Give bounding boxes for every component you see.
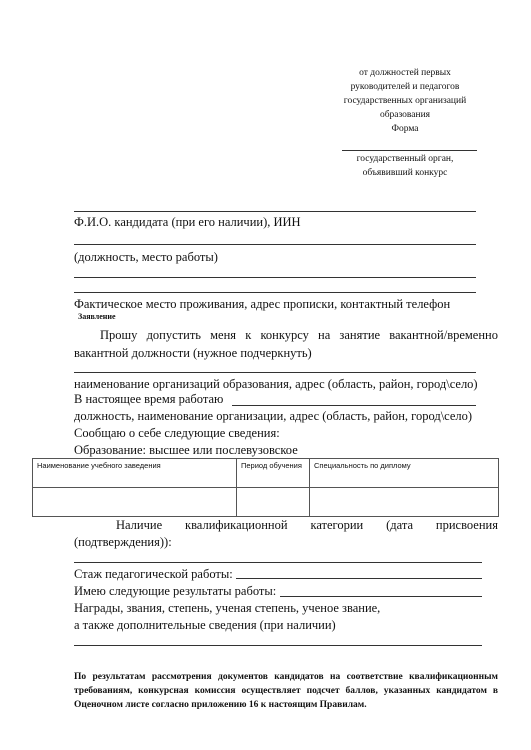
table-cell-specialty[interactable] — [310, 488, 499, 517]
current-work-input-line[interactable] — [232, 405, 476, 406]
position-input-line[interactable] — [74, 244, 476, 245]
info-intro: Сообщаю о себе следующие сведения: — [74, 426, 280, 440]
header-block — [330, 66, 480, 136]
table-row — [33, 488, 499, 517]
current-work-caption: должность, наименование организации, адрес (область, район, город\село) — [74, 409, 473, 423]
header-line-1: от должностей первых — [359, 68, 451, 78]
organization-input-line[interactable] — [74, 372, 476, 373]
footnote: По результатам рассмотрения документов кандидатов на соответствие квалификационным требованиям, конкурсная комиссия осуществляет подсчет баллов, указанных кандидатом в Оценочном листе согласно приложению 16 к настоящим Правилам. — [74, 672, 498, 710]
organization-caption: наименование организаций образования, адрес (область, район, город\село) — [74, 377, 478, 391]
table-header-period: Период обучения — [237, 459, 310, 488]
recipient-line-2: объявивший конкурс — [362, 168, 448, 178]
recipient-caption — [330, 152, 480, 180]
results-label: Имею следующие результаты работы: — [74, 584, 277, 598]
address-caption: Фактическое место проживания, адрес прописки, контактный телефон — [74, 297, 451, 311]
awards-label: Награды, звания, степень, ученая степень, ученое звание, — [74, 601, 381, 615]
experience-input-line[interactable] — [236, 578, 482, 579]
qualification-line-2: (подтверждения)): — [74, 535, 172, 549]
table-cell-institution[interactable] — [33, 488, 237, 517]
statement-paragraph-line-2: вакантной должности (нужное подчеркнуть) — [74, 346, 312, 360]
education-label: Образование: высшее или послевузовское — [74, 443, 298, 457]
current-work-label: В настоящее время работаю — [74, 392, 224, 406]
fio-input-line[interactable] — [74, 211, 476, 212]
qualification-line-1 — [116, 517, 498, 533]
form-label: Форма — [391, 124, 419, 134]
qualification-word-4: (дата — [386, 518, 414, 532]
table-header-row — [33, 459, 499, 488]
statement-paragraph-line-1: Прошу допустить меня к конкурсу на занятие вакантной/временно — [100, 328, 498, 342]
address-input-line-2[interactable] — [74, 292, 476, 293]
header-line-2: руководителей и педагогов — [350, 82, 460, 92]
header-line-3: государственных организаций — [343, 96, 467, 106]
education-table — [32, 458, 499, 517]
results-input-line[interactable] — [280, 596, 482, 597]
statement-title: Заявление — [78, 312, 116, 321]
additional-input-line[interactable] — [74, 645, 482, 646]
experience-label: Стаж педагогической работы: — [74, 567, 233, 581]
table-header-institution: Наименование учебного заведения — [33, 459, 237, 488]
qualification-word-1: Наличие — [116, 518, 163, 532]
qualification-word-3: категории — [310, 518, 364, 532]
position-caption: (должность, место работы) — [74, 250, 218, 264]
header-line-4: образования — [379, 110, 431, 120]
qualification-word-2: квалификационной — [185, 518, 288, 532]
table-cell-period[interactable] — [237, 488, 310, 517]
qualification-word-5: присвоения — [435, 518, 498, 532]
recipient-input-line[interactable] — [342, 150, 477, 151]
qualification-input-line[interactable] — [74, 562, 482, 563]
additional-label: а также дополнительные сведения (при наличии) — [74, 618, 336, 632]
fio-caption: Ф.И.О. кандидата (при его наличии), ИИН — [74, 215, 301, 229]
address-input-line-1[interactable] — [74, 277, 476, 278]
recipient-line-1: государственный орган, — [356, 154, 454, 164]
table-header-specialty: Специальность по диплому — [310, 459, 499, 488]
